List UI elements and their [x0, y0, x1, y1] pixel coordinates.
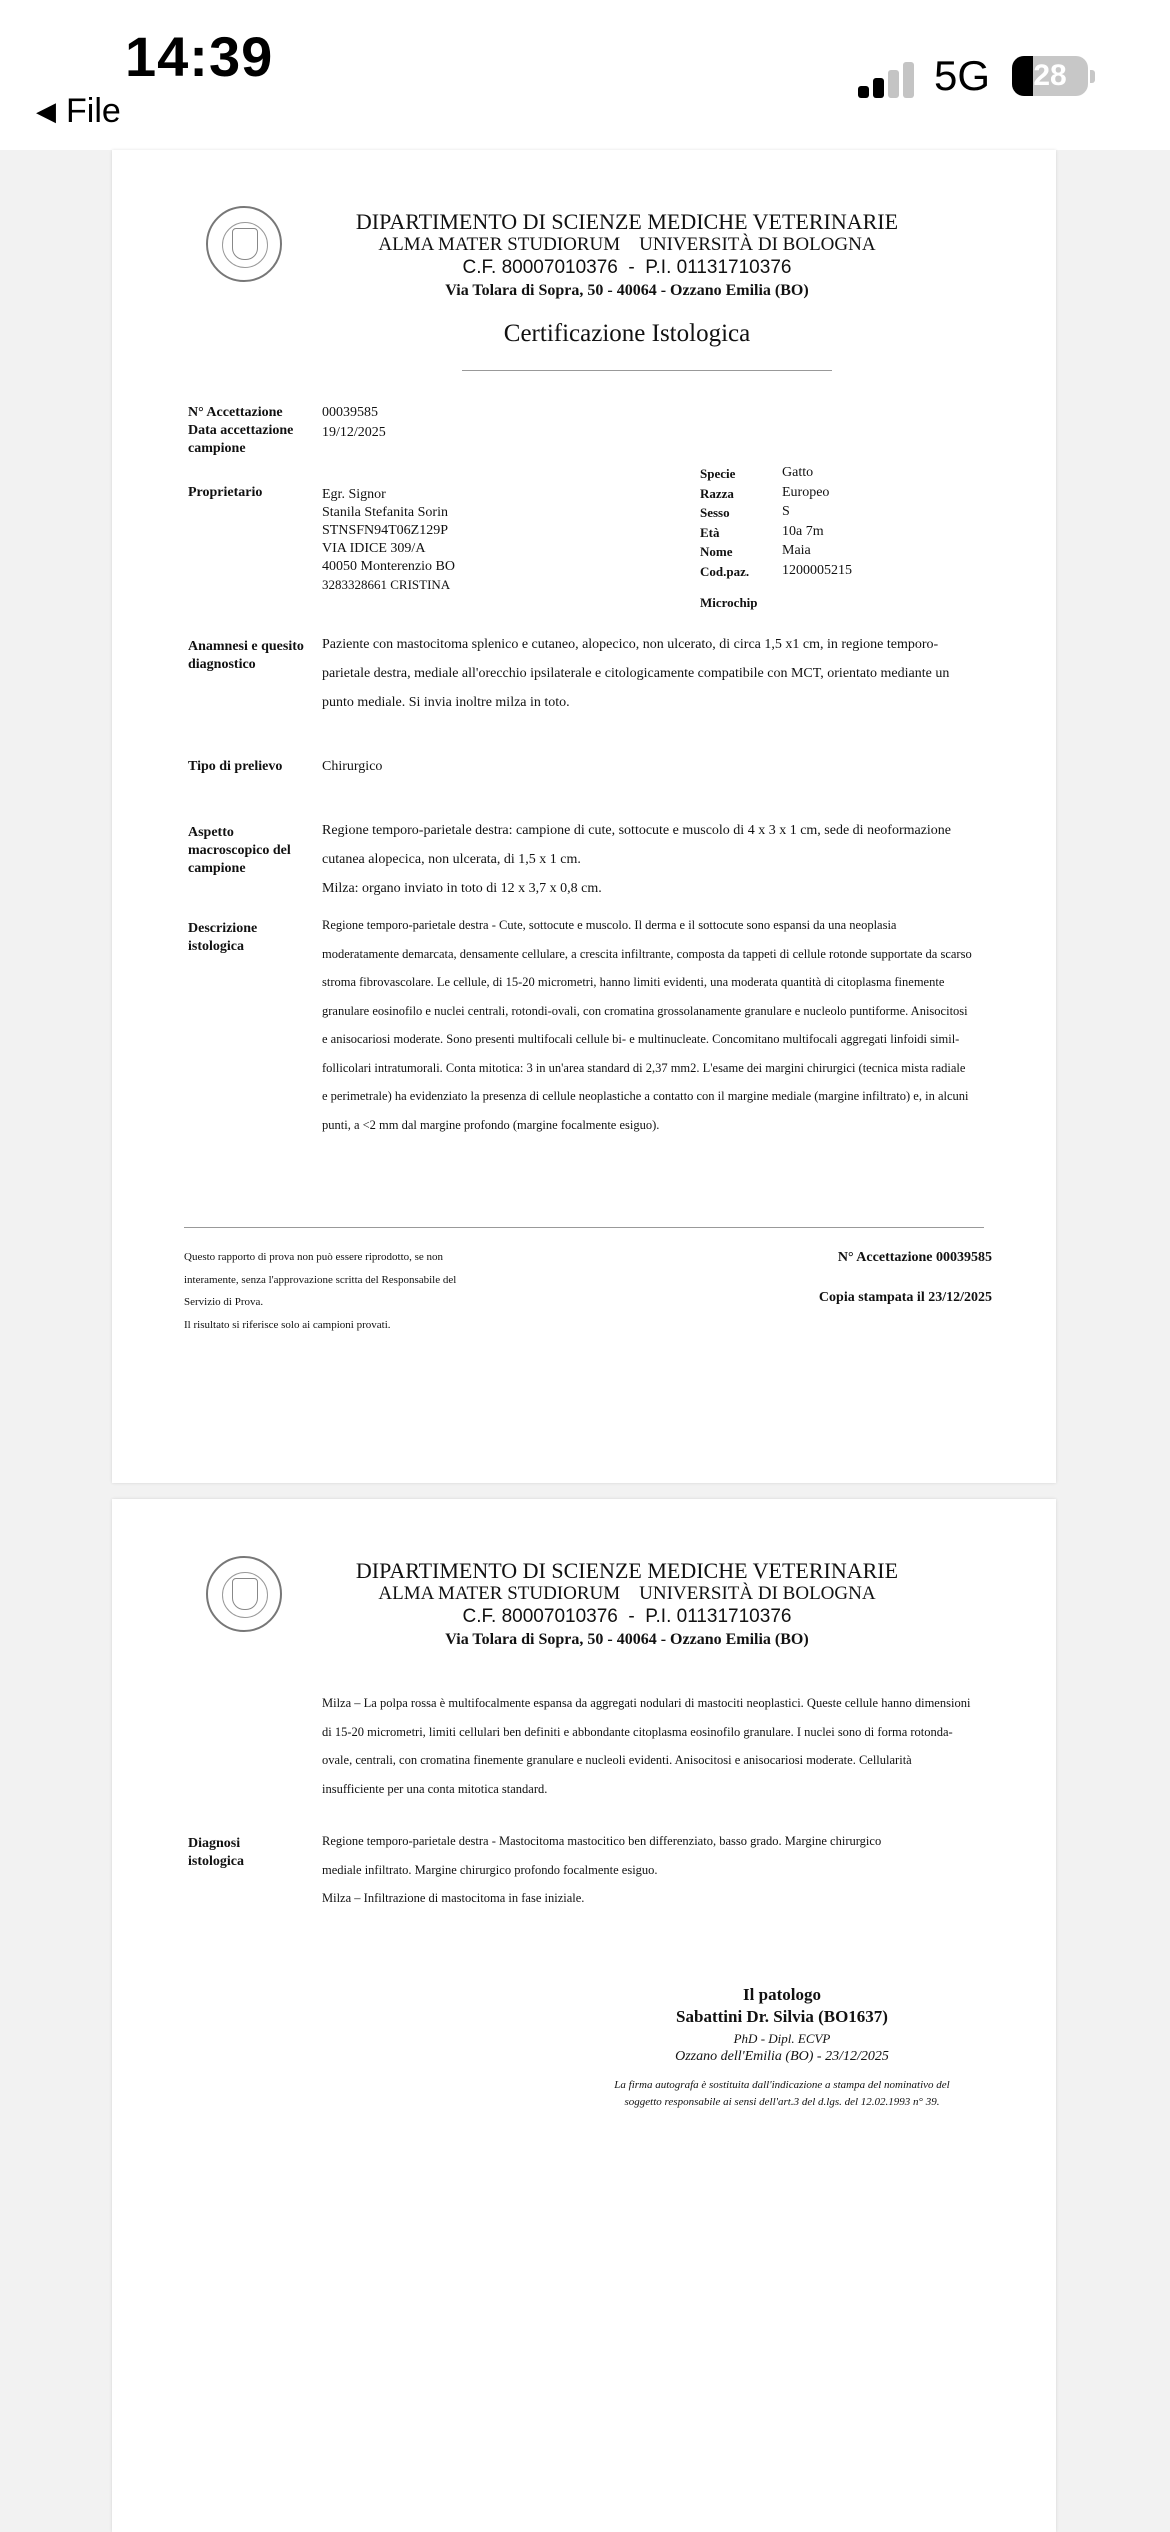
- university-name: ALMA MATER STUDIORUM UNIVERSITÀ DI BOLOGNA: [378, 1583, 876, 1604]
- document-title: Certificazione Istologica: [503, 320, 751, 347]
- network-type: 5G: [934, 52, 991, 99]
- title-rule: [462, 370, 832, 371]
- aspetto-text-milza: Milza: organo inviato in toto di 12 x 3,7 x 0,8 cm.: [322, 881, 602, 896]
- patient-values: [782, 463, 852, 580]
- university-seal-icon: [206, 206, 282, 282]
- signature-role: Il patologo: [743, 1985, 821, 2004]
- patient-label: Razza: [700, 485, 734, 501]
- prelievo-value: Chirurgico: [322, 759, 383, 774]
- footer-copia: Copia stampata il 23/12/2025: [818, 1290, 992, 1305]
- university-seal-icon: [206, 1556, 282, 1632]
- footer-rule: [184, 1227, 984, 1228]
- aspetto-label: Aspetto macroscopico del campione: [188, 825, 291, 876]
- document-page-1: [112, 150, 1056, 1483]
- back-button[interactable]: [36, 92, 121, 131]
- department-address: Via Tolara di Sopra, 50 - 40064 - Ozzano Emilia (BO): [445, 1631, 809, 1648]
- diagnosi-line: mediale infiltrato. Margine chirurgico profondo focalmente esiguo.: [322, 1862, 658, 1877]
- owner-line: 40050 Monterenzio BO: [322, 559, 455, 574]
- battery-level: 28: [1033, 59, 1067, 92]
- battery-icon: [1012, 56, 1088, 96]
- department-address: Via Tolara di Sopra, 50 - 40064 - Ozzano Emilia (BO): [445, 282, 809, 299]
- patient-labels: [700, 464, 758, 613]
- data-accettazione-label: Data accettazione campione: [188, 423, 294, 456]
- clock: 14:39: [125, 25, 274, 88]
- signature-title: PhD - Dipl. ECVP: [733, 2031, 831, 2046]
- diagnosi-text: [322, 1827, 972, 1913]
- owner-line: Egr. Signor: [322, 487, 386, 502]
- patient-label: Età: [700, 524, 720, 540]
- signal-icon: [858, 58, 918, 98]
- owner-details: [322, 486, 455, 594]
- tax-codes: C.F. 80007010376 - P.I. 01131710376: [462, 1606, 792, 1627]
- document-header: [302, 210, 952, 302]
- footer-note-line: Questo rapporto di prova non può essere riprodotto, se non: [184, 1251, 444, 1263]
- descrizione-text: Regione temporo-parietale destra - Cute, sottocute e muscolo. Il derma e il sottocute sono espansi da una neoplasia moderatamente demarcata, densamente cellulare, a crescita infiltrante, composta da tappeti di cellule rotonde supportate da scarso stroma fibrovascolare. Le cellule, di 15-20 micrometri, hanno limiti evidenti, una moderata quantità di citoplasma finemente granulare eosinofilo e nuclei centrali, rotondi-ovali, con cromatina grossolanamente granulare e nucleolo puntiforme. Anisocitosi e anisocariosi moderate. Sono presenti multifocali cellule bi- e multinucleate. Concomitano multifocali aggregati linfoidi simil-follicolari intratumorali. Conta mitotica: 3 in un'area standard di 2,37 mm2. L'esame dei margini chirurgici (tecnica mista radiale e perimetrale) ha evidenziato la presenza di cellule neoplastiche a contatto con il margine mediale (margine infiltrato) e, in alcuni punti, a <2 mm dal margine profondo (margine focalmente esiguo).: [322, 918, 972, 1132]
- footer-accettazione: N° Accettazione 00039585: [837, 1250, 992, 1265]
- back-arrow-icon: ◀: [36, 96, 56, 126]
- owner-line: STNSFN94T06Z129P: [322, 523, 449, 538]
- signature-place-date: Ozzano dell'Emilia (BO) - 23/12/2025: [675, 2049, 889, 2064]
- aspetto-block: [322, 816, 972, 903]
- document-header: [302, 1559, 952, 1651]
- data-accettazione-value: 19/12/2025: [322, 425, 386, 440]
- department-name: DIPARTIMENTO DI SCIENZE MEDICHE VETERINARIE: [355, 1558, 899, 1583]
- signature-note: La firma autografa è sostituita dall'indicazione a stampa del nominativo del: [614, 2079, 950, 2091]
- patient-value: Europeo: [782, 484, 830, 500]
- milza-text: Milza – La polpa rossa è multifocalmente espansa da aggregati nodulari di mastociti neoplastici. Queste cellule hanno dimensioni di 15-20 micrometri, limiti cellulari ben definiti e abbondante citoplasma eosinofilo granulare. I nuclei sono di forma rotonda-ovale, centrali, con cromatina finemente granulare e nucleoli evidenti. Anisocitosi e anisocariosi moderate. Cellularità insufficiente per una conta mitotica standard.: [322, 1696, 971, 1796]
- aspetto-text: Regione temporo-parietale destra: campione di cute, sottocute e muscolo di 4 x 3 x 1 cm, sede di neoformazione cutanea alopecica, non ulcerata, di 1,5 x 1 cm.: [322, 823, 952, 867]
- patient-value: Maia: [782, 543, 811, 558]
- status-bar: [0, 0, 1170, 150]
- patient-value: 1200005215: [782, 562, 852, 578]
- signature-note: soggetto responsabile ai sensi dell'art.3 del d.lgs. del 12.02.1993 n° 39.: [624, 2096, 940, 2108]
- accettazione-label: N° Accettazione: [188, 405, 283, 420]
- owner-line: VIA IDICE 309/A: [322, 541, 426, 556]
- owner-line: 3283328661 CRISTINA: [322, 577, 451, 592]
- tax-codes: C.F. 80007010376 - P.I. 01131710376: [462, 257, 792, 278]
- footer-note-line: Il risultato si riferisce solo ai campioni provati.: [184, 1318, 391, 1331]
- anamnesi-label: Anamnesi e quesito diagnostico: [188, 639, 304, 672]
- proprietario-label: Proprietario: [188, 485, 263, 500]
- patient-label: Nome: [700, 544, 733, 559]
- patient-value: S: [782, 504, 790, 519]
- patient-label: Specie: [700, 466, 736, 481]
- footer-note-line: interamente, senza l'approvazione scritta del Responsabile del: [184, 1273, 457, 1286]
- accettazione-value: 00039585: [322, 405, 378, 420]
- diagnosi-line: Regione temporo-parietale destra - Mastocitoma mastocitico ben differenziato, basso grado. Margine chirurgico: [322, 1834, 882, 1848]
- back-label: File: [66, 92, 121, 130]
- patient-value: 10a 7m: [782, 523, 824, 539]
- department-name: DIPARTIMENTO DI SCIENZE MEDICHE VETERINARIE: [355, 209, 899, 234]
- footer-note: [184, 1246, 514, 1336]
- battery-tip: [1090, 70, 1095, 83]
- patient-label: Cod.paz.: [700, 563, 750, 579]
- footer-note-line: Servizio di Prova.: [184, 1296, 264, 1308]
- diagnosi-line: Milza – Infiltrazione di mastocitoma in fase iniziale.: [322, 1891, 585, 1905]
- signature-name: Sabattini Dr. Silvia (BO1637): [676, 2007, 888, 2026]
- patient-label: Microchip: [700, 595, 758, 610]
- patient-label: Sesso: [700, 505, 730, 520]
- descrizione-label: Descrizione istologica: [188, 921, 258, 954]
- university-name: ALMA MATER STUDIORUM UNIVERSITÀ DI BOLOGNA: [378, 234, 876, 255]
- patient-value: Gatto: [782, 465, 814, 480]
- diagnosi-label: Diagnosi istologica: [188, 1836, 244, 1869]
- document-page-2: [112, 1499, 1056, 2532]
- prelievo-label: Tipo di prelievo: [188, 759, 283, 774]
- owner-line: Stanila Stefanita Sorin: [322, 505, 448, 520]
- anamnesi-text: Paziente con mastocitoma splenico e cutaneo, alopecico, non ulcerato, di circa 1,5 x1 cm, in regione temporo-parietale destra, mediale all'orecchio ipsilaterale e citologicamente compatibile con MCT, orientato mediante un punto mediale. Si invia inoltre milza in toto.: [322, 637, 950, 710]
